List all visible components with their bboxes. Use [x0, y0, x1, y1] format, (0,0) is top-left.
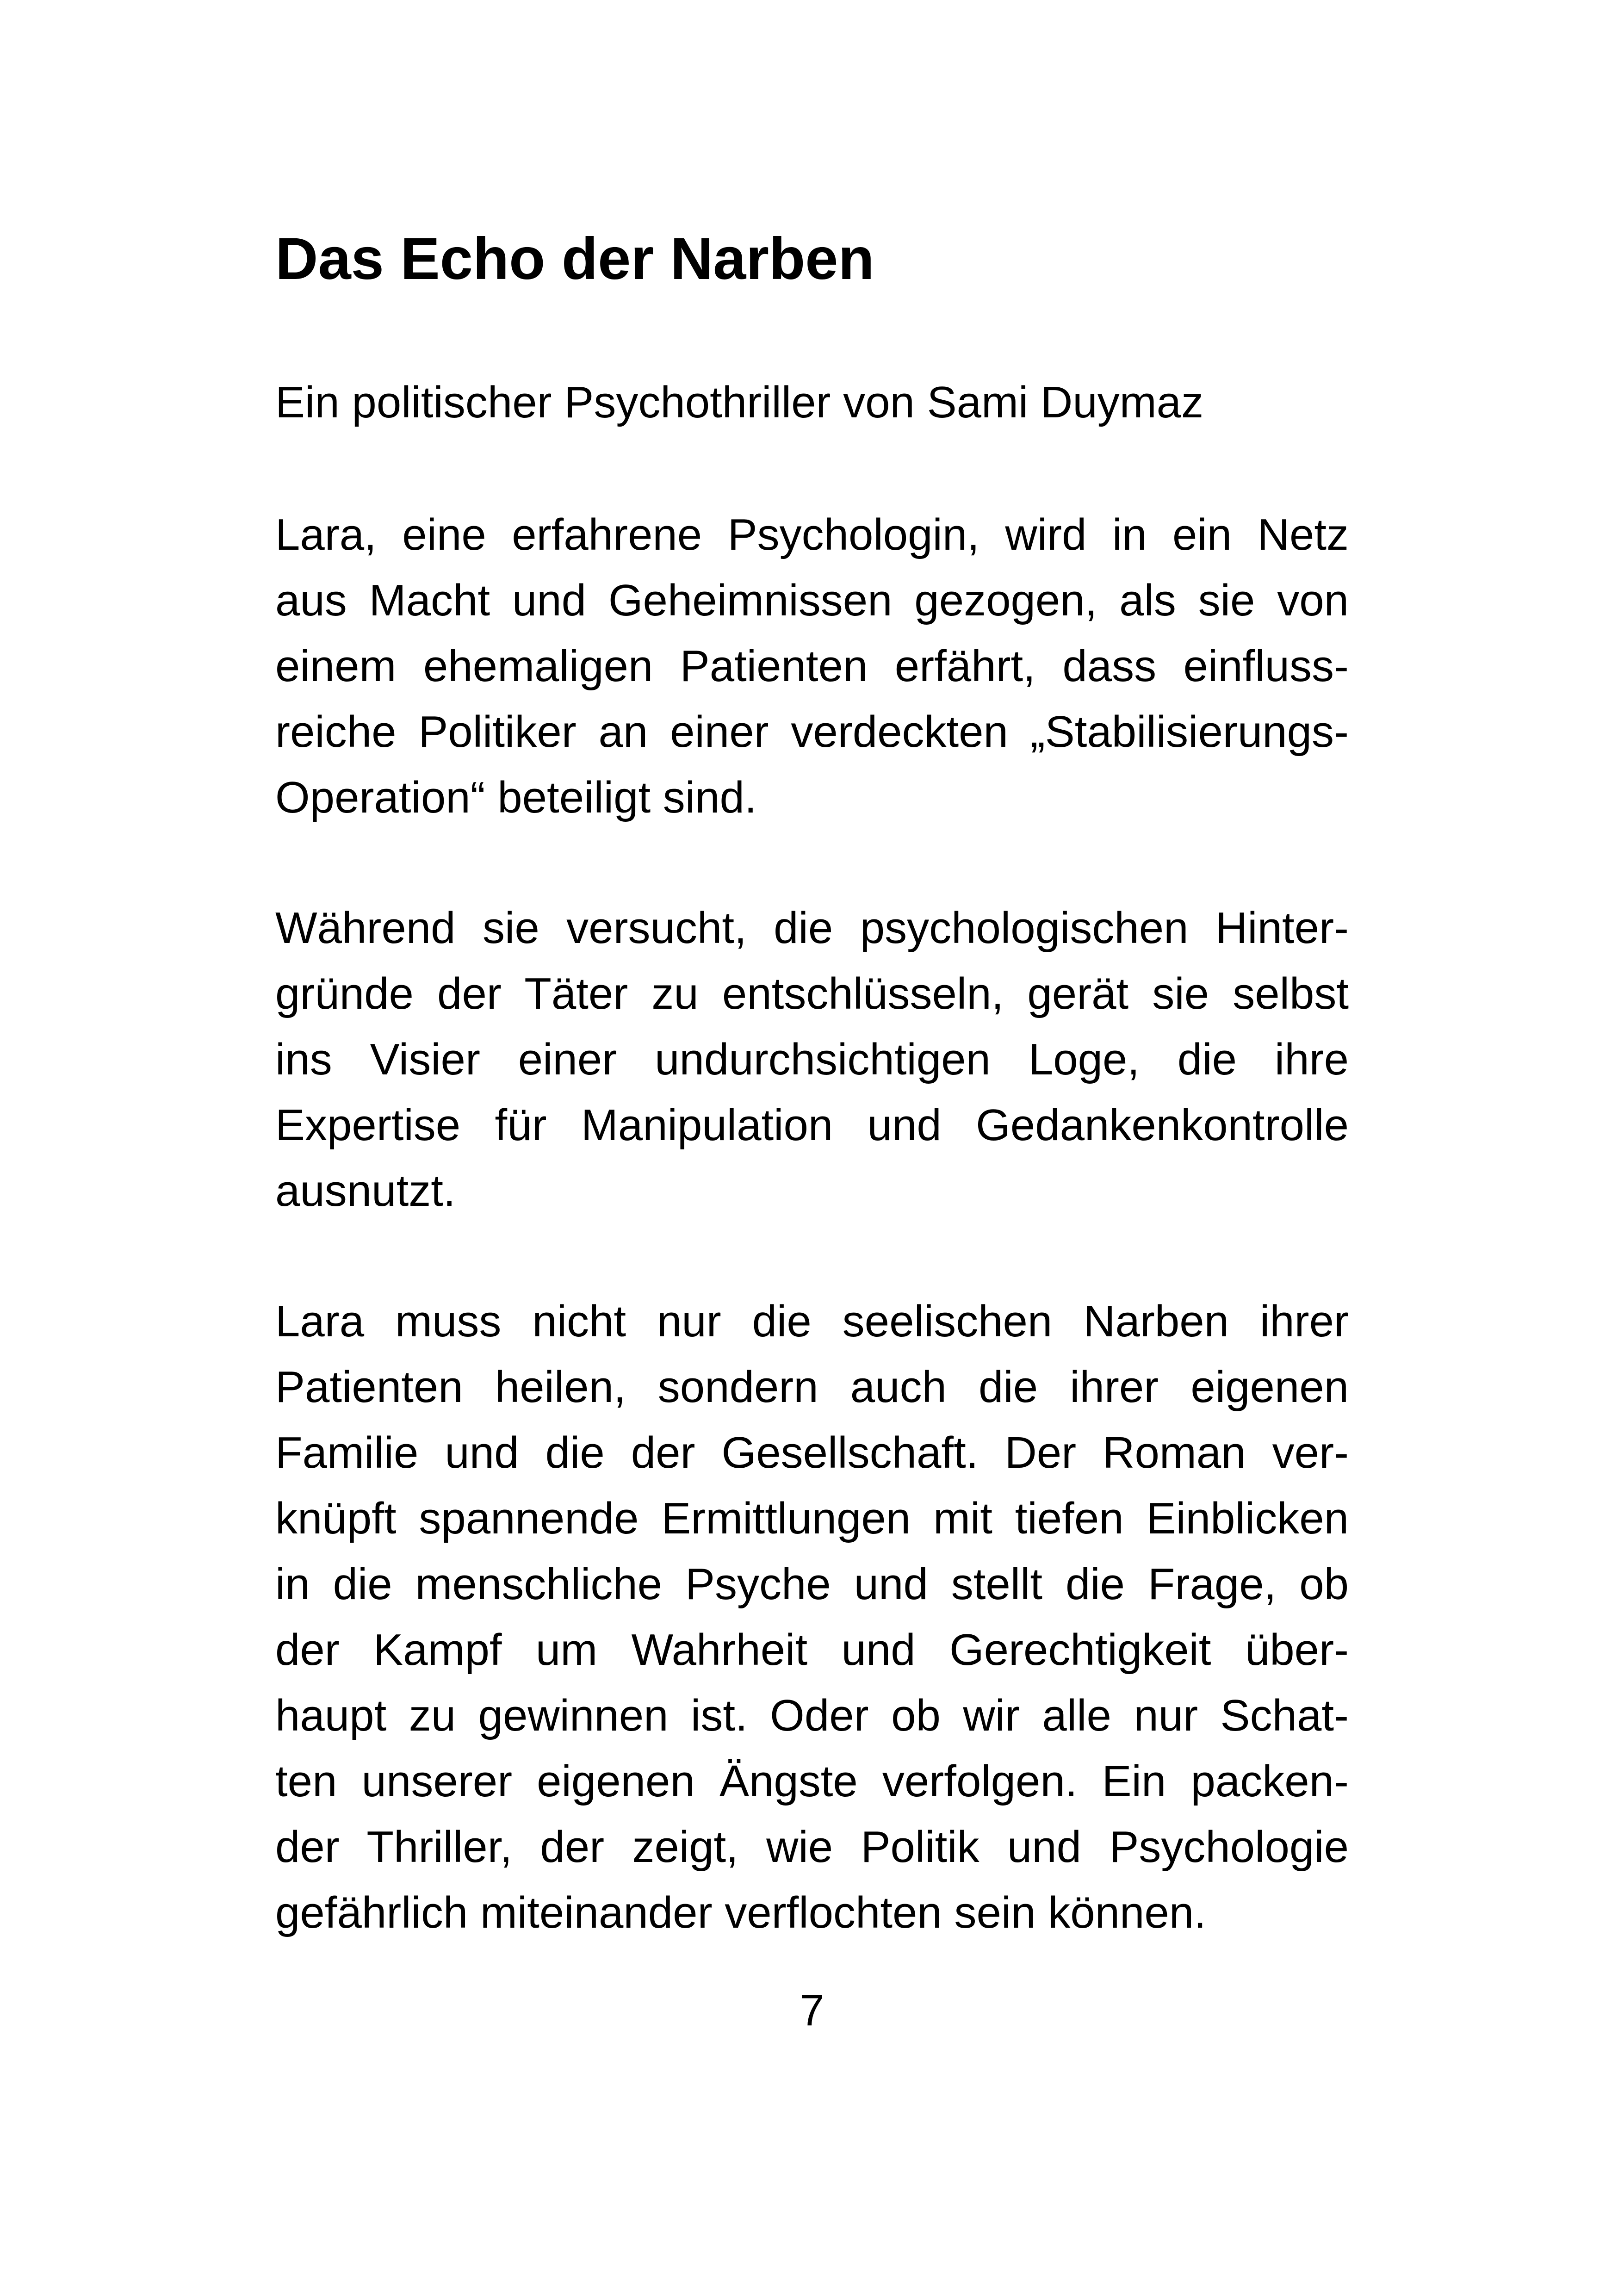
paragraph-line: Lara, eine erfahrene Psychologin, wird in ein Netz	[275, 510, 1349, 559]
page-number: 7	[800, 1986, 824, 2035]
paragraph-line: ins Visier einer undurchsichtigen Loge, die ihre	[275, 1035, 1349, 1084]
paragraph-line: Während sie versucht, die psychologischen Hinter-	[275, 903, 1349, 953]
paragraph-line: Lara muss nicht nur die seelischen Narben ihrer	[275, 1297, 1349, 1346]
paragraph-line: ausnutzt.	[275, 1166, 456, 1216]
synopsis-paragraph-3	[275, 1289, 1349, 1946]
synopsis-paragraph-1	[275, 502, 1349, 831]
synopsis-paragraph-2	[275, 895, 1349, 1224]
paragraph-line: knüpft spannende Ermittlungen mit tiefen Einblicken	[275, 1494, 1349, 1543]
paragraph-line: haupt zu gewinnen ist. Oder ob wir alle nur Schat-	[275, 1691, 1349, 1740]
paragraph-line: Familie und die der Gesellschaft. Der Roman ver-	[275, 1428, 1349, 1477]
paragraph-line: der Kampf um Wahrheit und Gerechtigkeit über-	[275, 1625, 1349, 1675]
paragraph-line: einem ehemaligen Patienten erfährt, dass einfluss-	[275, 641, 1349, 691]
paragraph-line: gründe der Täter zu entschlüsseln, gerät sie selbst	[275, 969, 1349, 1018]
paragraph-line: der Thriller, der zeigt, wie Politik und Psychologie	[275, 1822, 1349, 1872]
paragraph-line: Operation“ beteiligt sind.	[275, 773, 757, 822]
paragraph-line: in die menschliche Psyche und stellt die Frage, ob	[275, 1559, 1349, 1609]
paragraph-line: reiche Politiker an einer verdeckten „Stabilisierungs-	[275, 707, 1349, 757]
book-subtitle: Ein politischer Psychothriller von Sami Duymaz	[275, 378, 1204, 427]
paragraph-line: Patienten heilen, sondern auch die ihrer eigenen	[275, 1362, 1349, 1412]
paragraph-line: ten unserer eigenen Ängste verfolgen. Ein packen-	[275, 1756, 1349, 1806]
paragraph-line: aus Macht und Geheimnissen gezogen, als sie von	[275, 576, 1349, 625]
paragraph-line: Expertise für Manipulation und Gedankenkontrolle	[275, 1100, 1349, 1150]
paragraph-line: gefährlich miteinander verflochten sein können.	[275, 1888, 1206, 1937]
book-title: Das Echo der Narben	[275, 226, 874, 292]
